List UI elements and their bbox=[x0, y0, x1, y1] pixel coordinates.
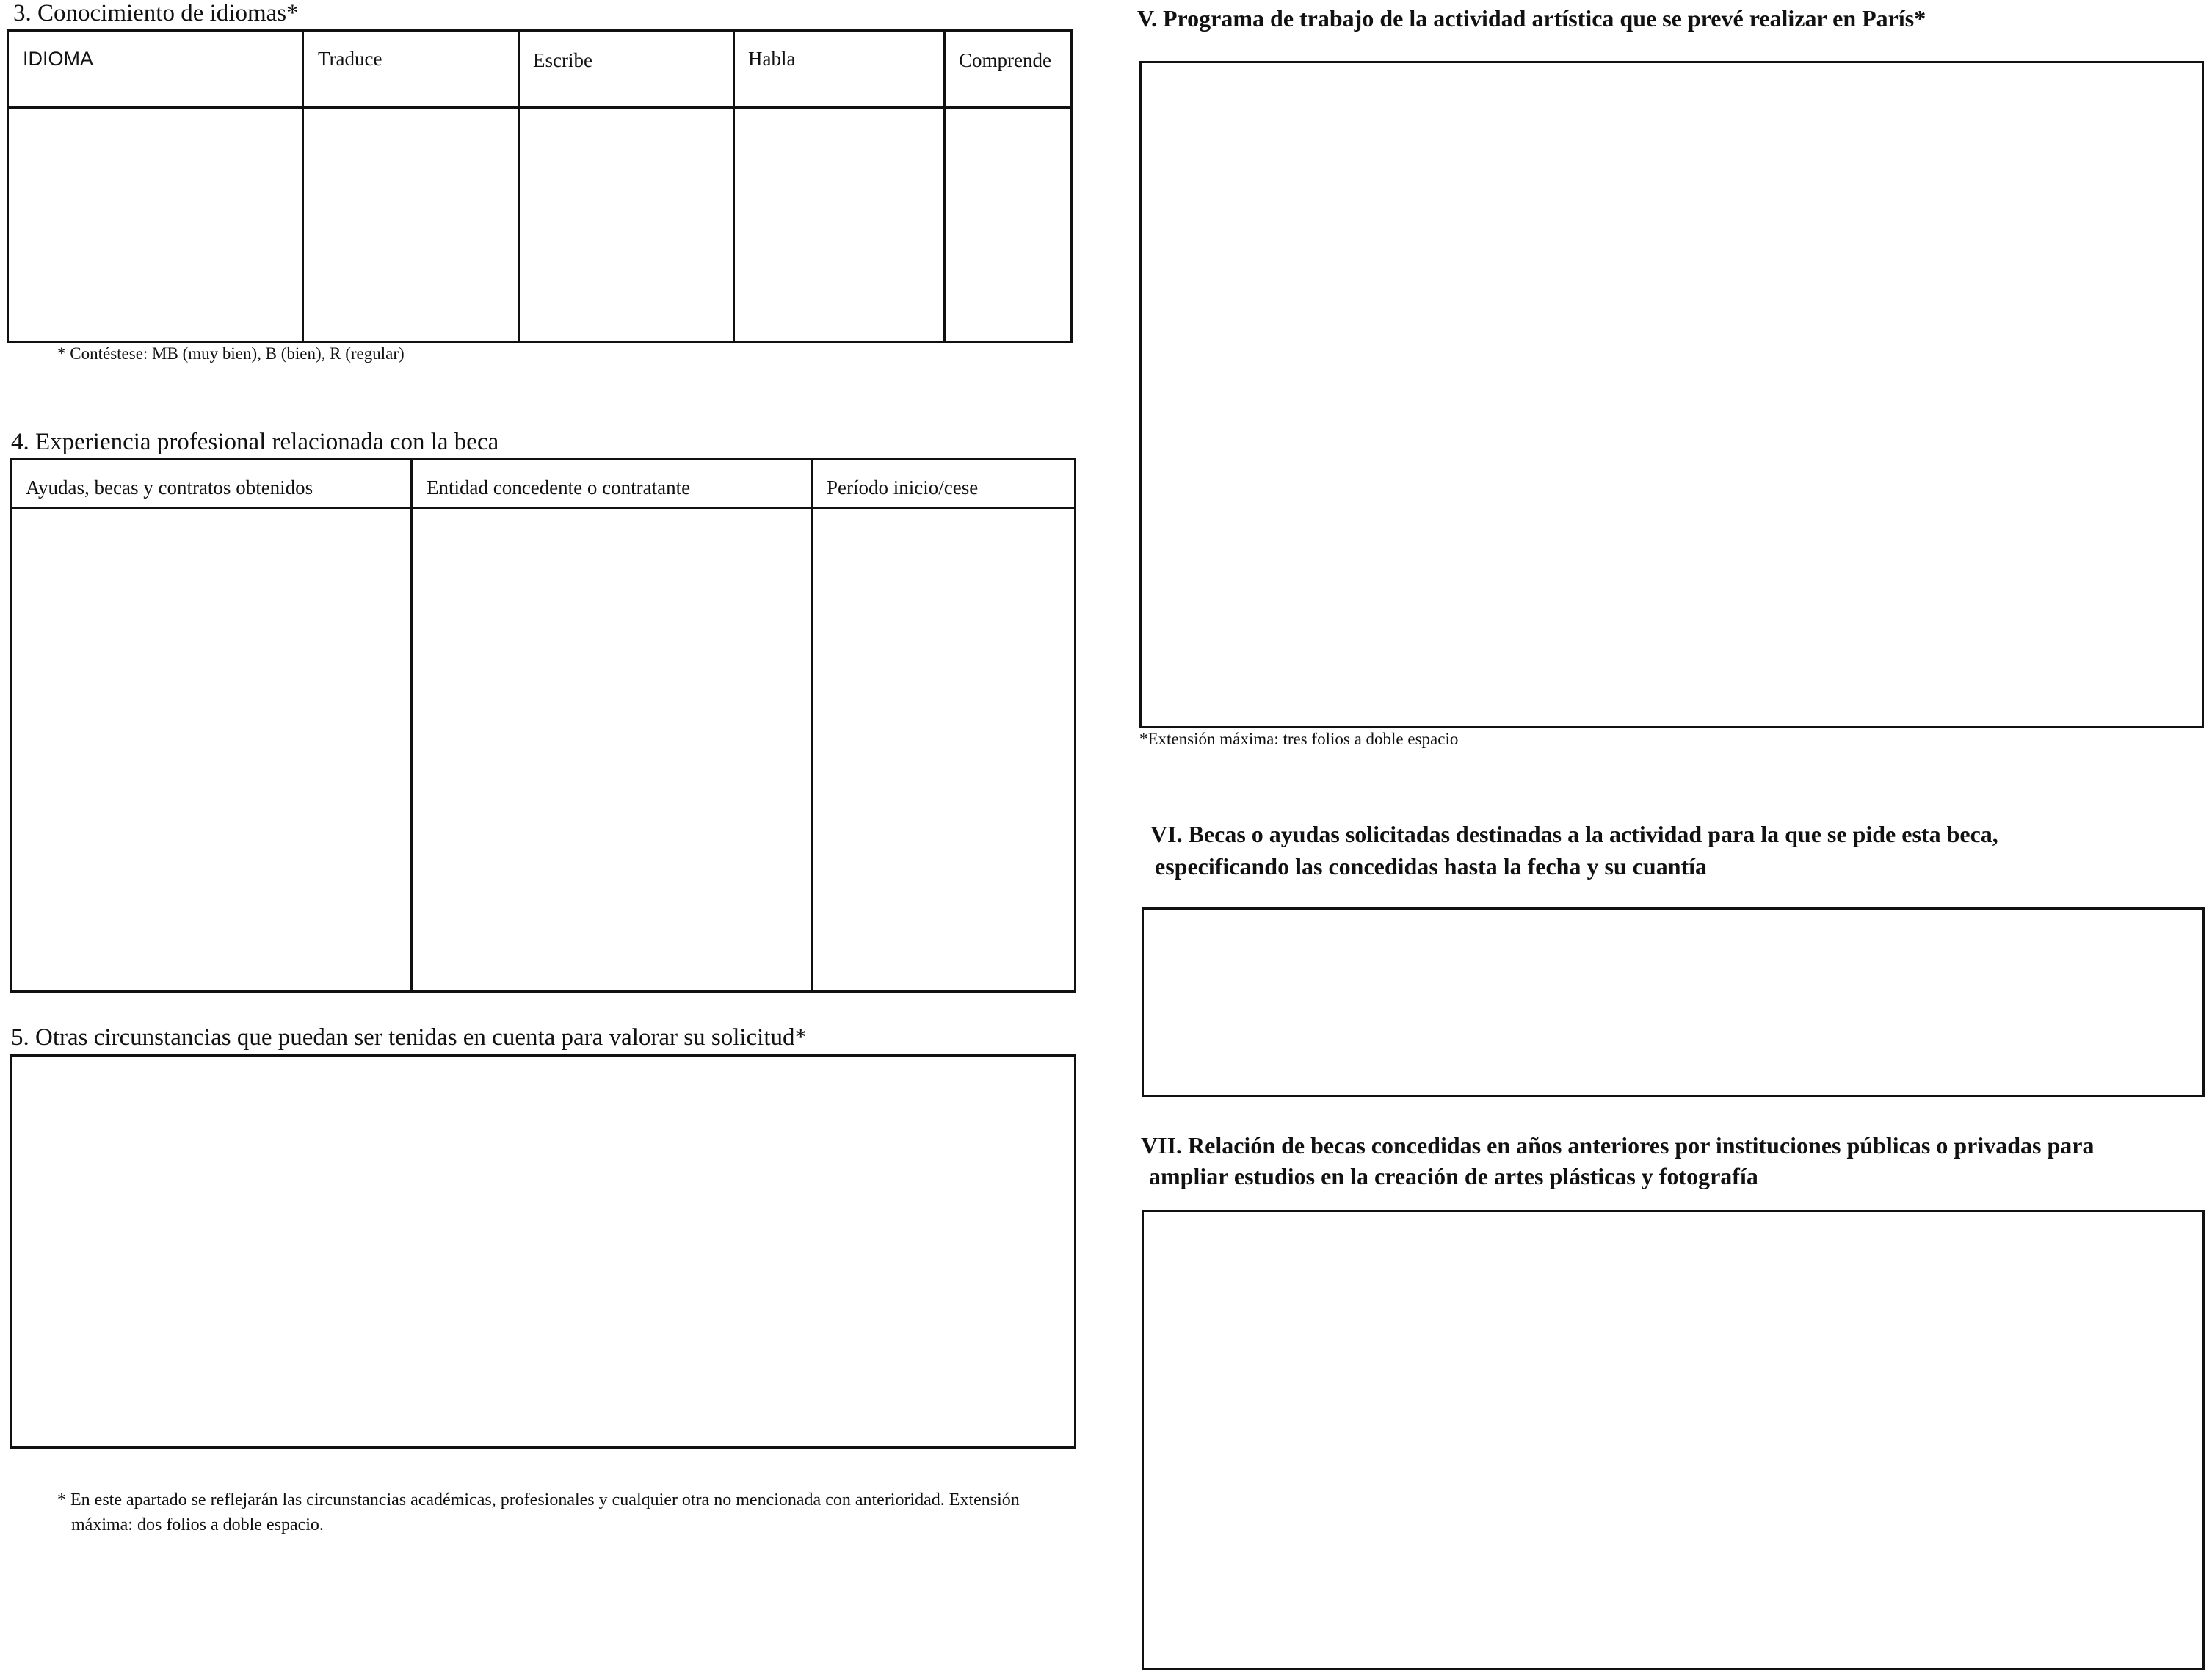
column-divider bbox=[733, 32, 735, 341]
input-cell-comprende[interactable] bbox=[946, 109, 1070, 340]
input-cell-escribe[interactable] bbox=[521, 109, 730, 340]
previous-grants-box[interactable] bbox=[1142, 1210, 2205, 1670]
languages-table bbox=[7, 29, 1073, 343]
table-header-divider bbox=[9, 106, 1070, 109]
header-escribe: Escribe bbox=[533, 49, 592, 71]
section-v-title: V. Programa de trabajo de la actividad artística que se prevé realizar en París* bbox=[1137, 5, 1926, 32]
section-3-note: * Contéstese: MB (muy bien), B (bien), R (regular) bbox=[57, 344, 405, 363]
input-cell-periodo[interactable] bbox=[814, 510, 1073, 990]
input-cell-traduce[interactable] bbox=[305, 109, 515, 340]
header-habla: Habla bbox=[748, 48, 796, 70]
section-vii-title-line-1: VII. Relación de becas concedidas en años anteriores por instituciones públicas o privadas para bbox=[1141, 1132, 2095, 1159]
table-header-divider bbox=[12, 507, 1074, 509]
requested-grants-box[interactable] bbox=[1142, 907, 2205, 1097]
input-cell-habla[interactable] bbox=[736, 109, 941, 340]
section-vi-title-line-1: VI. Becas o ayudas solicitadas destinadas a la actividad para la que se pide esta beca, bbox=[1150, 821, 1998, 847]
work-program-box[interactable] bbox=[1139, 61, 2204, 728]
column-divider bbox=[410, 460, 413, 990]
column-divider bbox=[518, 32, 520, 341]
section-5-note-line-1: * En este apartado se reflejarán las circunstancias académicas, profesionales y cualquier otra no mencionada con anterioridad. Extensión bbox=[57, 1490, 1020, 1510]
other-circumstances-box[interactable] bbox=[10, 1054, 1076, 1449]
section-4-title: 4. Experiencia profesional relacionada con la beca bbox=[11, 429, 499, 455]
input-cell-idioma[interactable] bbox=[11, 109, 300, 340]
header-ayudas: Ayudas, becas y contratos obtenidos bbox=[26, 477, 313, 499]
header-comprende: Comprende bbox=[959, 49, 1051, 71]
column-divider bbox=[302, 32, 304, 341]
section-v-note: *Extensión máxima: tres folios a doble espacio bbox=[1139, 730, 1459, 748]
experience-table bbox=[10, 458, 1076, 993]
header-periodo: Período inicio/cese bbox=[827, 477, 979, 499]
section-vi-title-line-2: especificando las concedidas hasta la fecha y su cuantía bbox=[1155, 853, 1708, 880]
input-cell-entidad[interactable] bbox=[413, 510, 809, 990]
input-cell-ayudas[interactable] bbox=[14, 510, 408, 990]
section-3-title: 3. Conocimiento de idiomas* bbox=[13, 0, 299, 26]
section-vii-title-line-2: ampliar estudios en la creación de artes plásticas y fotografía bbox=[1149, 1163, 1758, 1189]
section-5-note-line-2: máxima: dos folios a doble espacio. bbox=[71, 1515, 324, 1534]
header-traduce: Traduce bbox=[318, 48, 382, 70]
section-5-title: 5. Otras circunstancias que puedan ser tenidas en cuenta para valorar su solicitud* bbox=[11, 1024, 808, 1051]
column-divider bbox=[943, 32, 946, 341]
header-entidad: Entidad concedente o contratante bbox=[427, 477, 691, 499]
header-idioma: IDIOMA bbox=[23, 48, 94, 70]
column-divider bbox=[811, 460, 813, 990]
